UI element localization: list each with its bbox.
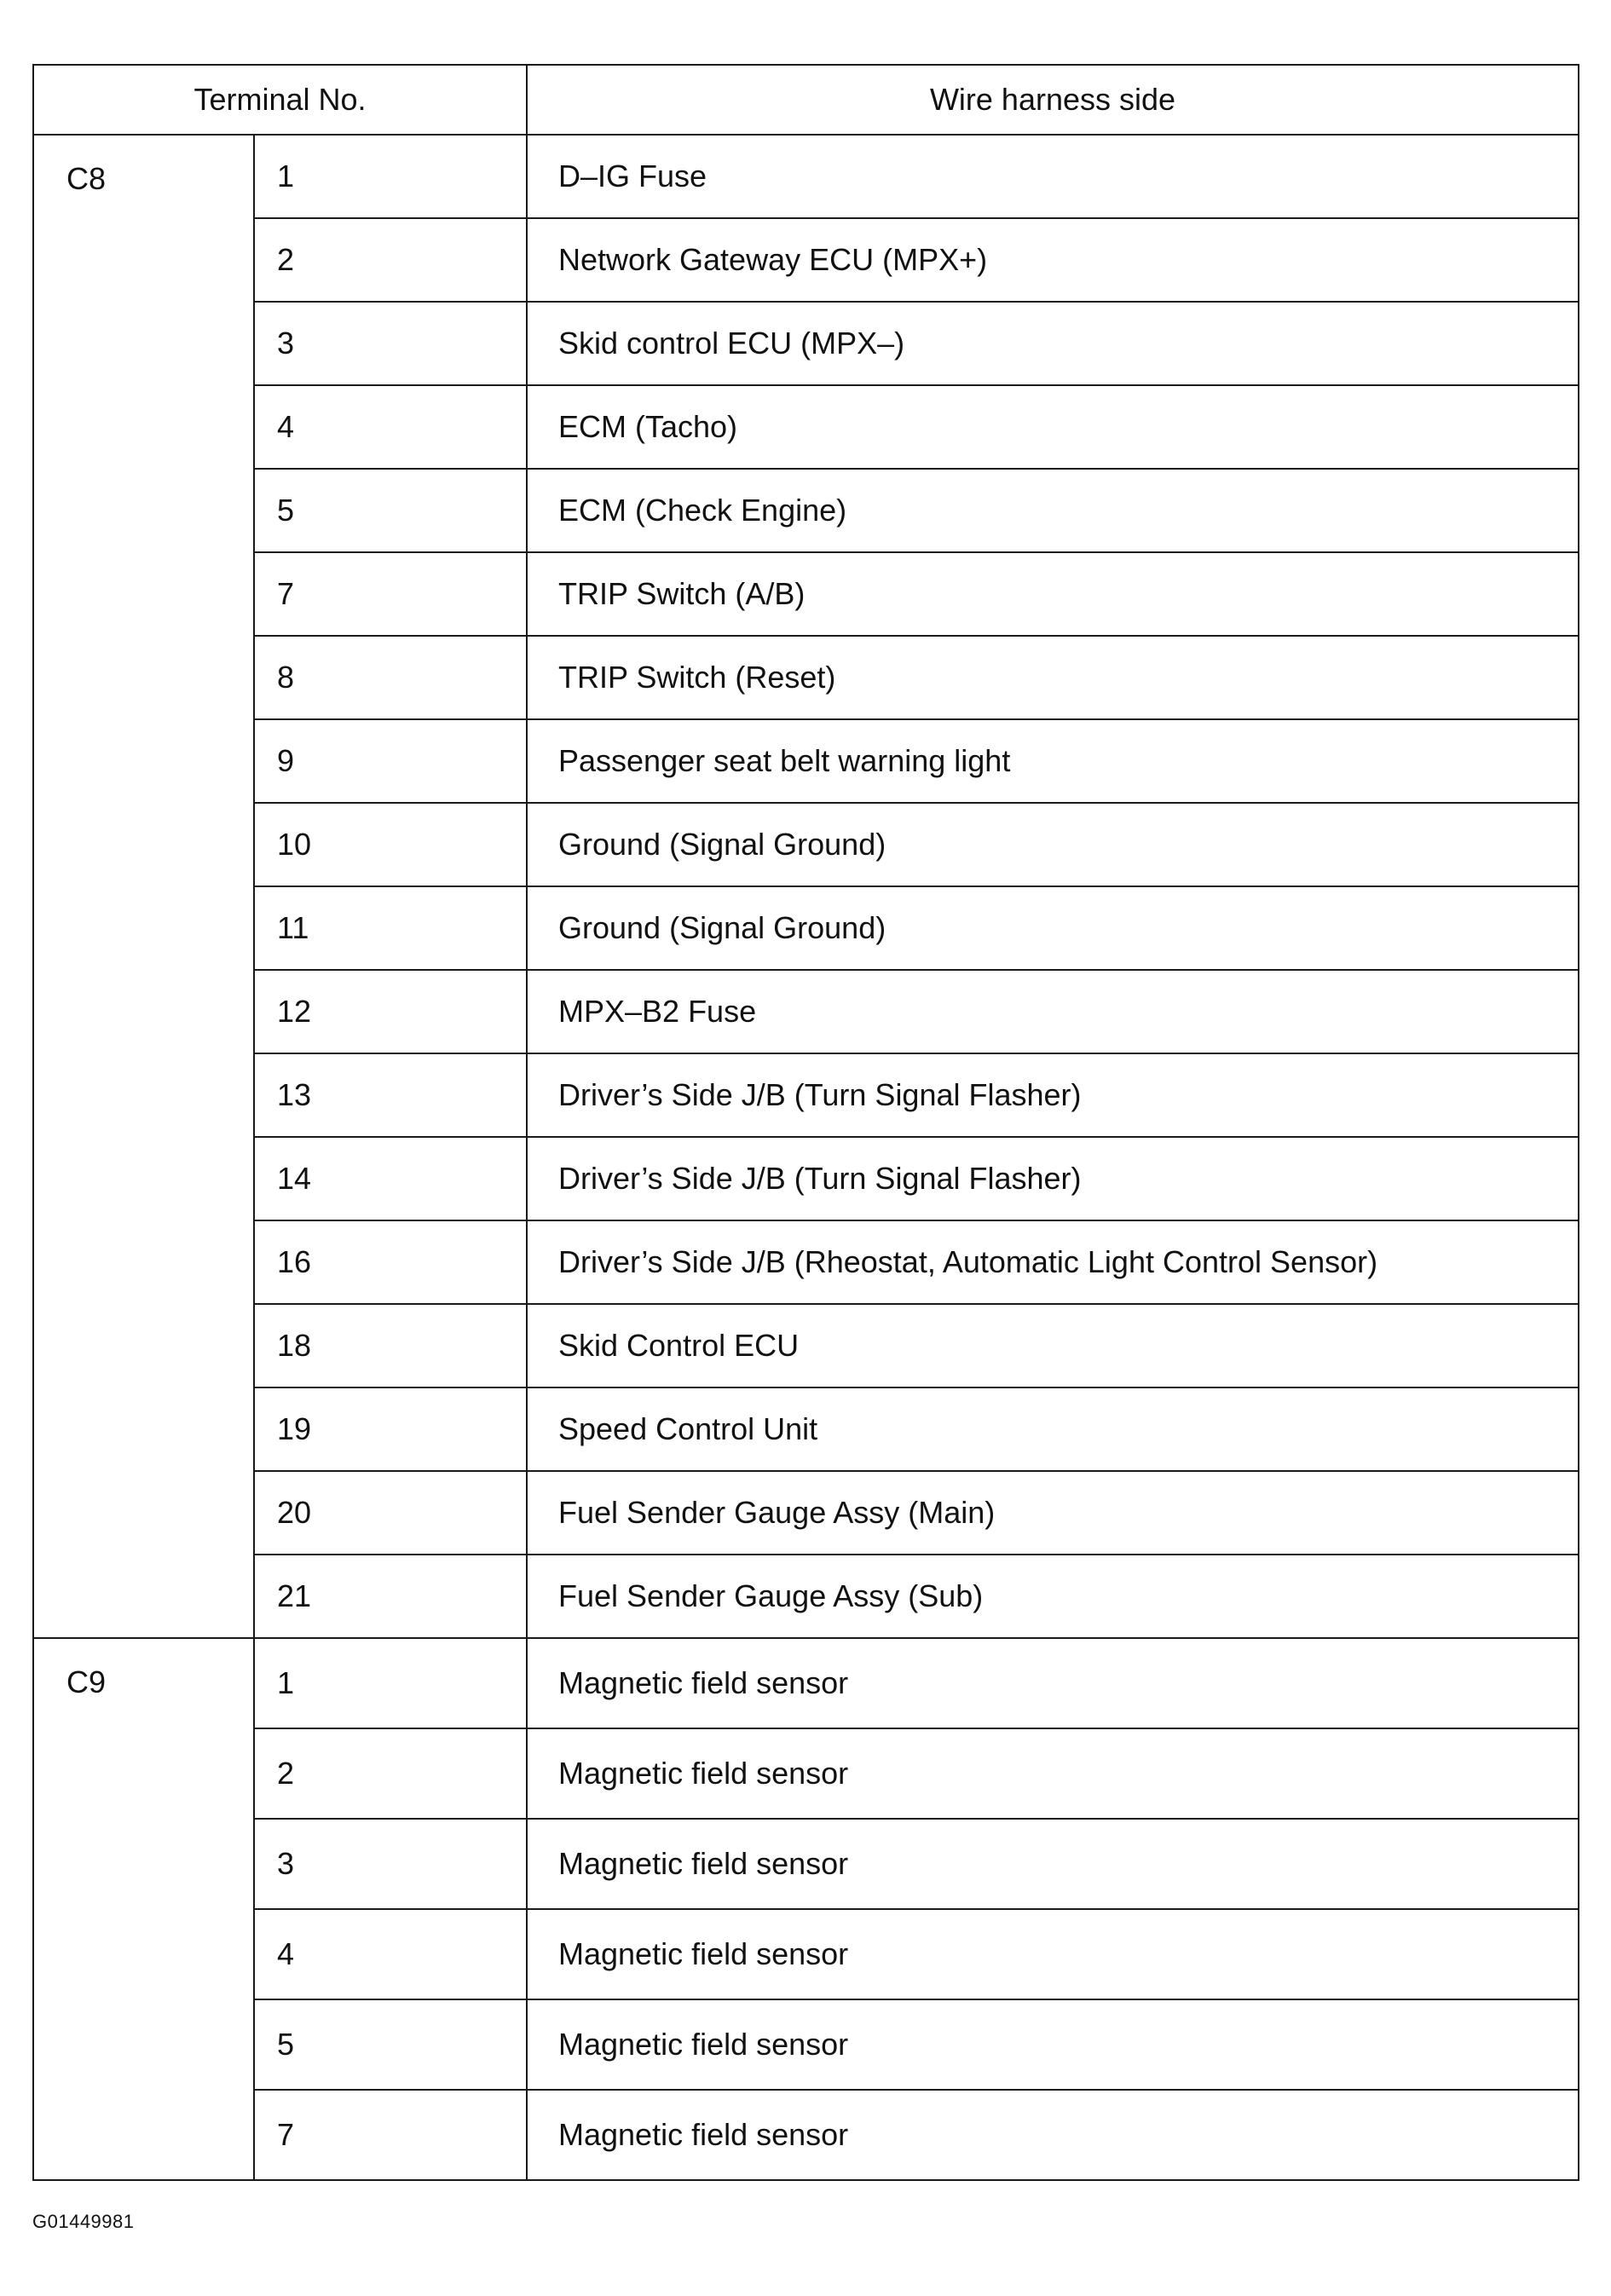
- terminal-pin: 4: [254, 1909, 527, 1999]
- harness-description: Skid control ECU (MPX–): [527, 302, 1579, 385]
- table-row: [33, 1728, 1579, 1819]
- table-row: [33, 135, 1579, 218]
- terminal-pin: 19: [254, 1387, 527, 1471]
- table-row: [33, 1555, 1579, 1638]
- table-row: [33, 803, 1579, 886]
- harness-description: D–IG Fuse: [527, 135, 1579, 218]
- terminal-pin: 14: [254, 1137, 527, 1220]
- harness-description: Skid Control ECU: [527, 1304, 1579, 1387]
- figure-id: G01449981: [32, 2211, 135, 2232]
- terminal-table: [32, 64, 1579, 2181]
- table-row: [33, 970, 1579, 1053]
- harness-description: Fuel Sender Gauge Assy (Main): [527, 1471, 1579, 1555]
- terminal-pin: 12: [254, 970, 527, 1053]
- harness-description: Passenger seat belt warning light: [527, 719, 1579, 803]
- table-row: [33, 2090, 1579, 2180]
- table-row: [33, 719, 1579, 803]
- harness-description: Magnetic field sensor: [527, 1819, 1579, 1909]
- terminal-pin: 13: [254, 1053, 527, 1137]
- terminal-pin: 3: [254, 1819, 527, 1909]
- terminal-pin: 11: [254, 886, 527, 970]
- terminal-pin: 10: [254, 803, 527, 886]
- harness-description: TRIP Switch (Reset): [527, 636, 1579, 719]
- harness-description: ECM (Check Engine): [527, 469, 1579, 552]
- harness-description: Magnetic field sensor: [527, 1999, 1579, 2090]
- table-row: [33, 1304, 1579, 1387]
- harness-description: Driver’s Side J/B (Turn Signal Flasher): [527, 1137, 1579, 1220]
- table-row: [33, 385, 1579, 469]
- table-row: [33, 218, 1579, 302]
- terminal-pin: 4: [254, 385, 527, 469]
- harness-description: Ground (Signal Ground): [527, 886, 1579, 970]
- table-body: [33, 135, 1579, 2180]
- harness-description: Fuel Sender Gauge Assy (Sub): [527, 1555, 1579, 1638]
- terminal-pin: 5: [254, 1999, 527, 2090]
- harness-description: Network Gateway ECU (MPX+): [527, 218, 1579, 302]
- terminal-pin: 5: [254, 469, 527, 552]
- terminal-pin: 1: [254, 1638, 527, 1728]
- harness-description: Driver’s Side J/B (Turn Signal Flasher): [527, 1053, 1579, 1137]
- terminal-pin: 2: [254, 1728, 527, 1819]
- table-row: [33, 886, 1579, 970]
- terminal-pin: 8: [254, 636, 527, 719]
- connector-c8: C8: [33, 135, 254, 1638]
- table-row: [33, 1137, 1579, 1220]
- terminal-pin: 21: [254, 1555, 527, 1638]
- connector-c9: C9: [33, 1638, 254, 2180]
- harness-description: ECM (Tacho): [527, 385, 1579, 469]
- harness-description: TRIP Switch (A/B): [527, 552, 1579, 636]
- table-row: [33, 1638, 1579, 1728]
- table-row: [33, 1999, 1579, 2090]
- harness-description: Speed Control Unit: [527, 1387, 1579, 1471]
- header-row: [33, 65, 1579, 135]
- table-row: [33, 469, 1579, 552]
- terminal-pin: 7: [254, 552, 527, 636]
- harness-description: MPX–B2 Fuse: [527, 970, 1579, 1053]
- terminal-pin: 7: [254, 2090, 527, 2180]
- terminal-pin: 2: [254, 218, 527, 302]
- wire-harness-header: Wire harness side: [527, 65, 1579, 135]
- table-row: [33, 1220, 1579, 1304]
- harness-description: Driver’s Side J/B (Rheostat, Automatic Light Control Sensor): [527, 1220, 1579, 1304]
- table-row: [33, 636, 1579, 719]
- harness-description: Magnetic field sensor: [527, 1909, 1579, 1999]
- table-row: [33, 1053, 1579, 1137]
- table-row: [33, 1819, 1579, 1909]
- harness-description: Ground (Signal Ground): [527, 803, 1579, 886]
- table-row: [33, 1387, 1579, 1471]
- terminal-pin: 9: [254, 719, 527, 803]
- terminal-no-header: Terminal No.: [33, 65, 527, 135]
- terminal-pin: 3: [254, 302, 527, 385]
- terminal-pin: 16: [254, 1220, 527, 1304]
- terminal-pin: 1: [254, 135, 527, 218]
- table-row: [33, 1909, 1579, 1999]
- harness-description: Magnetic field sensor: [527, 1638, 1579, 1728]
- harness-description: Magnetic field sensor: [527, 1728, 1579, 1819]
- table-row: [33, 552, 1579, 636]
- terminal-pin: 18: [254, 1304, 527, 1387]
- table-row: [33, 1471, 1579, 1555]
- harness-description: Magnetic field sensor: [527, 2090, 1579, 2180]
- terminal-pin: 20: [254, 1471, 527, 1555]
- table-row: [33, 302, 1579, 385]
